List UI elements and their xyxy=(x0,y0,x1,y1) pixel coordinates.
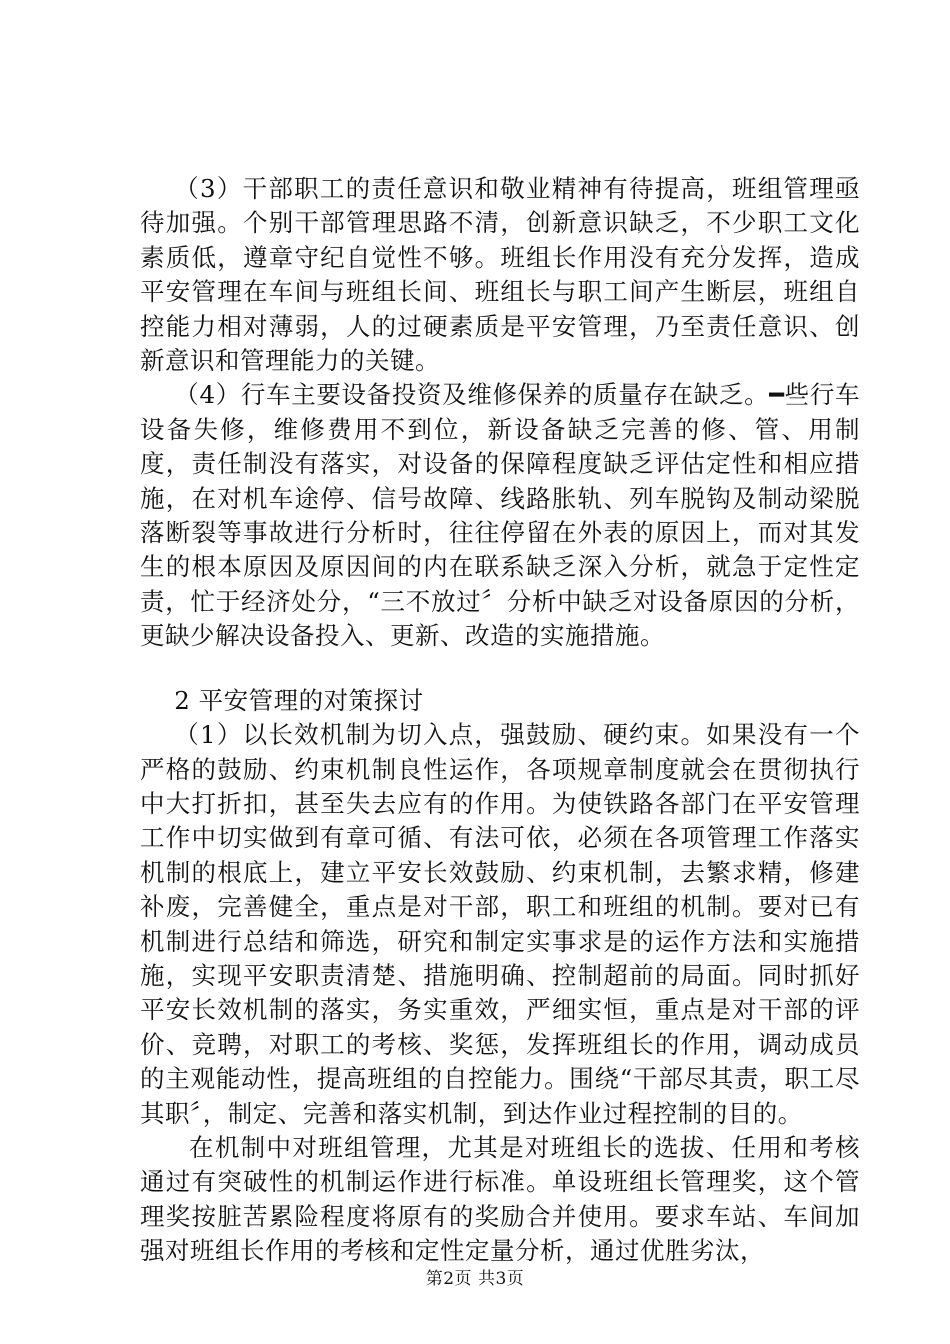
section-heading: 2 平安管理的对策探讨 xyxy=(174,685,424,715)
page-footer: 第2页 共3页 xyxy=(425,1269,525,1289)
paragraph-team-management: 在机制中对班组管理，尤其是对班组长的选拔、任用和考核通过有突破性的机制运作进行标准。单设班组长管理奖，这个管理奖按脏苦累险程度将原有的奖励合并使用。要求车站、车间加强对班组长作用的考核和定性定量分析，通过优胜劣汰， xyxy=(140,1132,860,1266)
paragraph-item-3: （3）干部职工的责任意识和敬业精神有待提高，班组管理亟待加强。个别干部管理思路不清，创新意识缺乏，不少职工文化素质低，遵章守纪自觉性不够。班组长作用没有充分发挥，造成平安管理在车间与班组长间、班组长与职工间产生断层，班组自控能力相对薄弱，人的过硬素质是平安管理，乃至责任意识、创新意识和管理能力的关键。 xyxy=(140,174,860,376)
document-body xyxy=(140,172,860,1269)
paragraph-item-4: （4）行车主要设备投资及维修保养的质量存在缺乏。━些行车设备失修，维修费用不到位，新设备缺乏完善的修、管、用制度，责任制没有落实，对设备的保障程度缺乏评估定性和相应措施，在对机车途停、信号故障、线路胀轨、列车脱钩及制动梁脱落断裂等事故进行分析时，往往停留在外表的原因上，而对其发生的根本原因及原因间的内在联系缺乏深入分析，就急于定性定责，忙于经济处分，“三不放过〞分析中缺乏对设备原因的分析，更缺少解决设备投入、更新、改造的实施措施。 xyxy=(140,380,860,651)
paragraph-item-1: （1）以长效机制为切入点，强鼓励、硬约束。如果没有一个严格的鼓励、约束机制良性运作，各项规章制度就会在贯彻执行中大打折扣，甚至失去应有的作用。为使铁路各部门在平安管理工作中切实做到有章可循、有法可依，必须在各项管理工作落实机制的根底上，建立平安长效鼓励、约束机制，去繁求精，修建补废，完善健全，重点是对干部，职工和班组的机制。要对已有机制进行总结和筛选，研究和制定实事求是的运作方法和实施措施，实现平安职责清楚、措施明确、控制超前的局面。同时抓好平安长效机制的落实，务实重效，严细实恒，重点是对干部的评价、竞聘，对职工的考核、奖惩，发挥班组长的作用，调动成员的主观能动性，提高班组的自控能力。围绕“干部尽其责，职工尽其职〞，制定、完善和落实机制，到达作业过程控制的目的。 xyxy=(140,720,860,1128)
